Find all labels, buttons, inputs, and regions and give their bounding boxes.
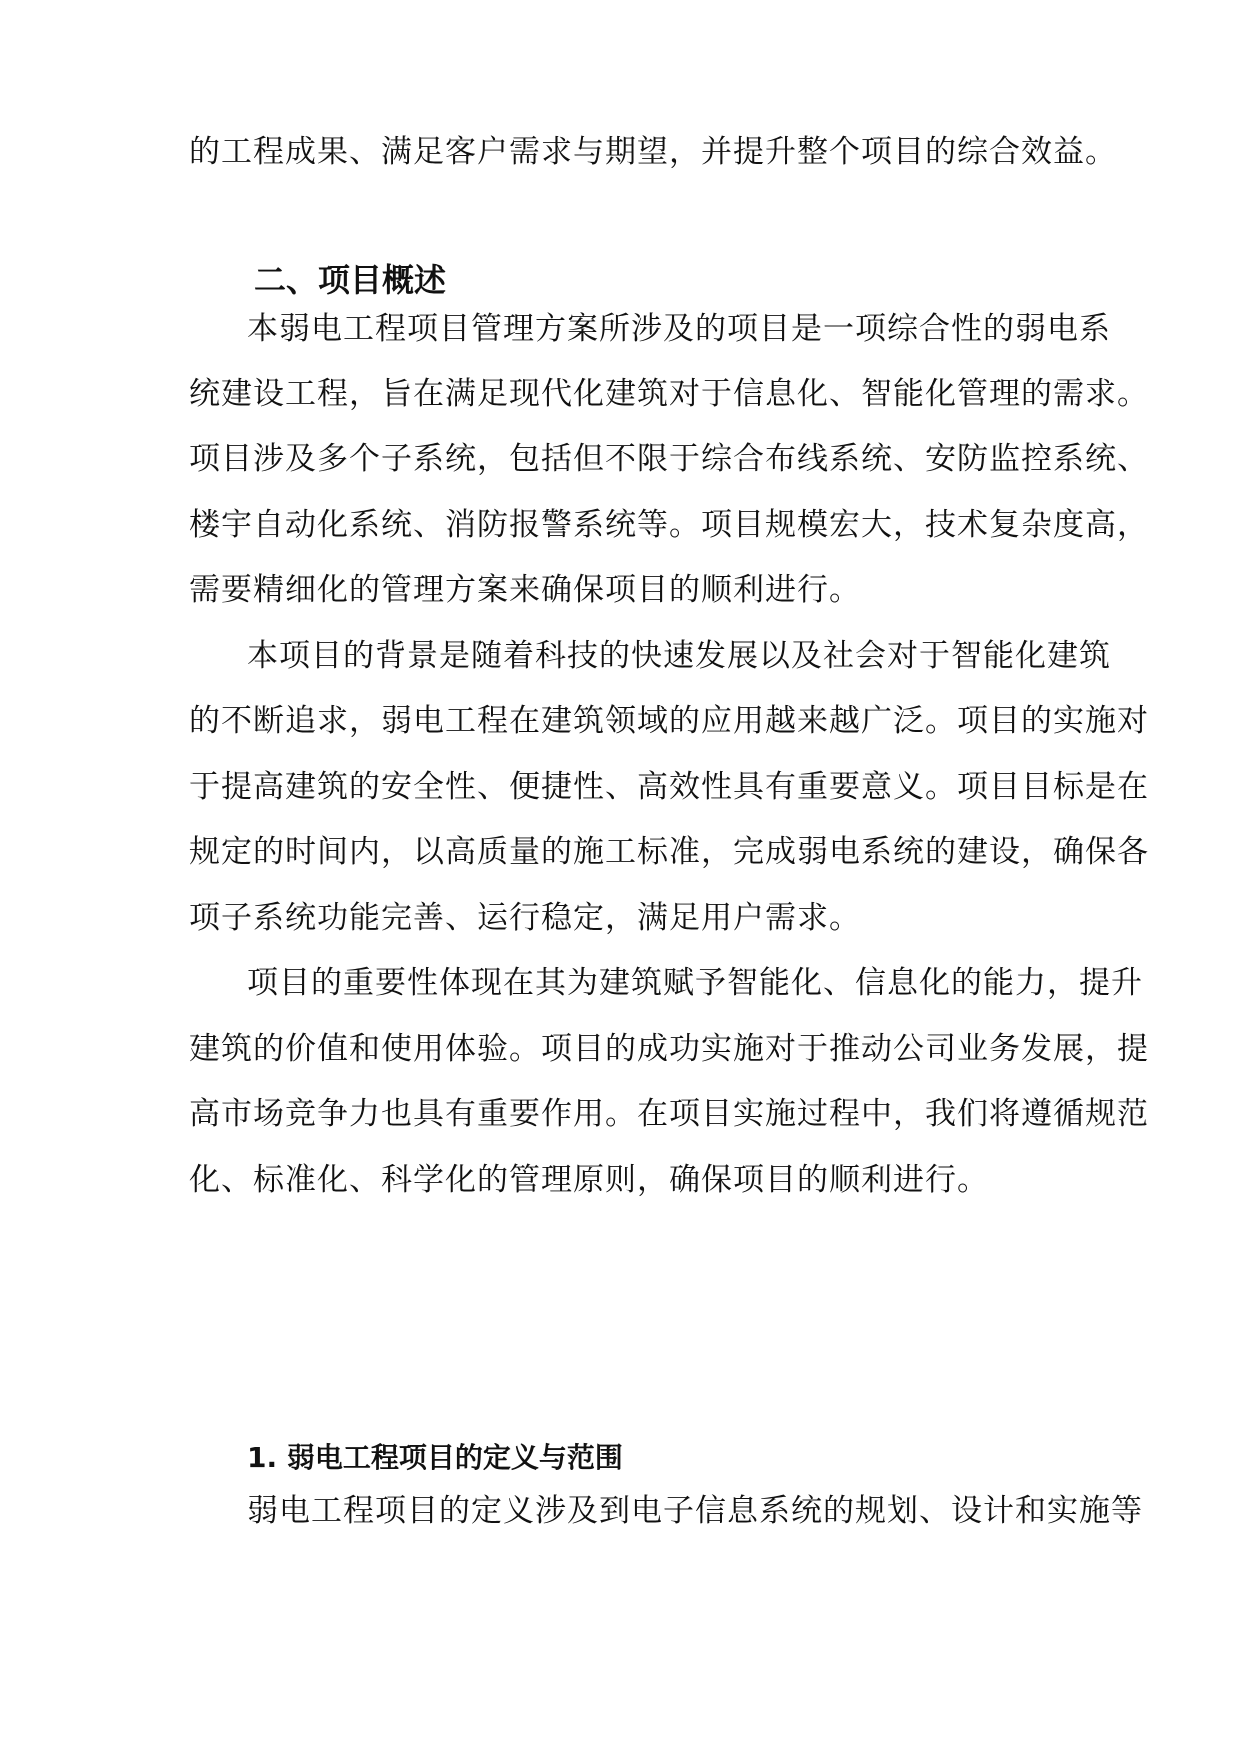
paragraph-line: 于提高建筑的安全性、便捷性、高效性具有重要意义。项目目标是在 [189,769,1149,805]
paragraph-line: 建筑的价值和使用体验。项目的成功实施对于推动公司业务发展，提 [189,1031,1149,1067]
section-heading: 二、项目概述 [254,261,447,299]
paragraph-line: 化、标准化、科学化的管理原则，确保项目的顺利进行。 [189,1162,989,1198]
intro-line: 的工程成果、满足客户需求与期望，并提升整个项目的综合效益。 [189,134,1117,170]
paragraph-line: 楼宇自动化系统、消防报警系统等。项目规模宏大，技术复杂度高， [189,507,1149,543]
paragraph-line: 规定的时间内，以高质量的施工标准，完成弱电系统的建设，确保各 [189,834,1149,870]
paragraph-line: 项子系统功能完善、运行稳定，满足用户需求。 [189,900,861,936]
paragraph-line: 需要精细化的管理方案来确保项目的顺利进行。 [189,572,861,608]
paragraph-line: 项目涉及多个子系统，包括但不限于综合布线系统、安防监控系统、 [189,441,1149,477]
paragraph-line: 项目的重要性体现在其为建筑赋予智能化、信息化的能力，提升 [247,965,1143,1001]
paragraph-line: 的不断追求，弱电工程在建筑领域的应用越来越广泛。项目的实施对 [189,703,1149,739]
paragraph-line: 本弱电工程项目管理方案所涉及的项目是一项综合性的弱电系 [247,311,1111,347]
paragraph-line: 本项目的背景是随着科技的快速发展以及社会对于智能化建筑 [247,638,1111,674]
paragraph-line: 统建设工程，旨在满足现代化建筑对于信息化、智能化管理的需求。 [189,376,1149,412]
final-line: 弱电工程项目的定义涉及到电子信息系统的规划、设计和实施等 [247,1493,1143,1529]
paragraph-line: 高市场竞争力也具有重要作用。在项目实施过程中，我们将遵循规范 [189,1096,1149,1132]
subsection-heading: 1. 弱电工程项目的定义与范围 [247,1441,623,1474]
